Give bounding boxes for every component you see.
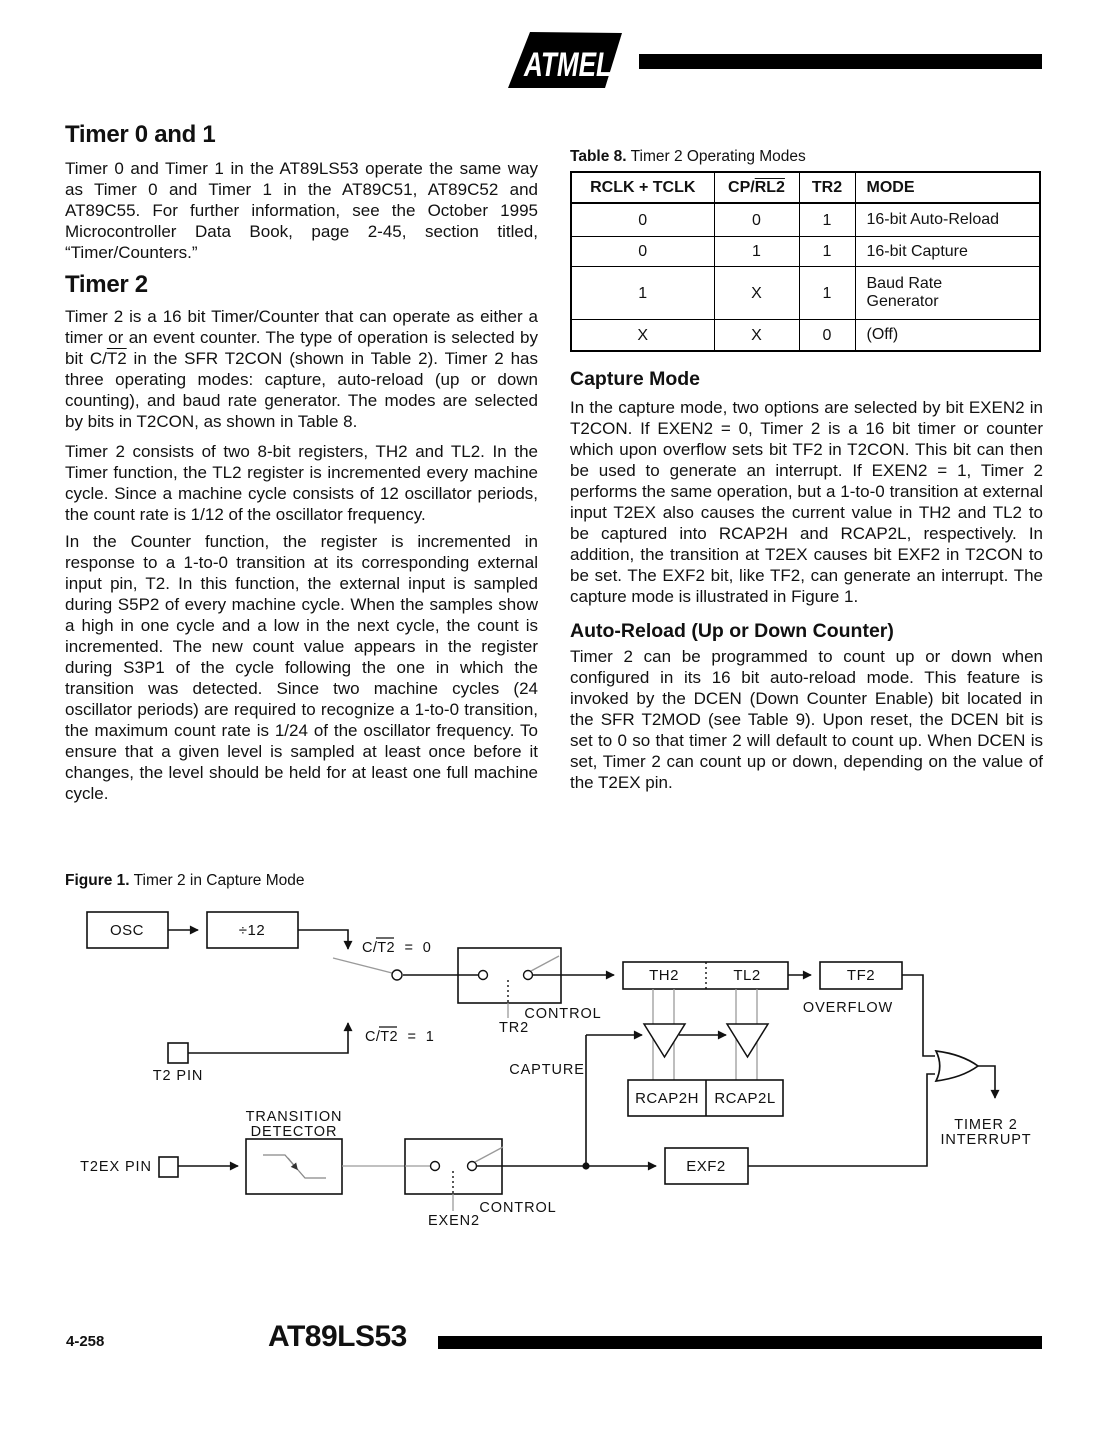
table8-caption [570, 148, 1043, 165]
cell-tr2: 1 [799, 267, 855, 320]
th2-tl2-register [623, 962, 788, 989]
table-row [571, 267, 1040, 320]
ct2-switch-contact [392, 970, 402, 980]
cell-mode-line2: Generator [866, 293, 939, 310]
transition-detector-label-line1: TRANSITION [245, 1109, 343, 1125]
cell-mode: (Off) [855, 320, 1040, 352]
part-number: AT89LS53 [268, 1320, 407, 1353]
ct2-equals-1-label: C/T2 = 1 [365, 1029, 435, 1045]
cell-cprl2: X [714, 267, 799, 320]
exen2-label: EXEN2 [427, 1213, 481, 1229]
figure1-caption-label: Figure 1. [65, 872, 130, 889]
overflow-label: OVERFLOW [802, 1000, 894, 1016]
t2-pin-wire [188, 1023, 348, 1053]
divide-by-12-label: ÷12 [238, 922, 266, 939]
col-header-rclk-tclk: RCLK + TCLK [571, 172, 714, 203]
paragraph-timer2-part-b: in the SFR T2CON (shown in Table 2). Timer 2 has three operating modes: capture, auto-reload (up or down counting), and baud rate generator. The modes are selected by bits in T2CON, as shown in Table 8. [65, 349, 538, 431]
or-gate-output-arrow [978, 1066, 995, 1098]
heading-timer-2: Timer 2 [65, 271, 148, 298]
timer2-operating-modes-table [570, 171, 1041, 352]
paragraph-auto-reload: Timer 2 can be programmed to count up or down when configured in its 16 bit auto-reload mode. This feature is invoked by the DCEN (Down Counter Enable) bit located in the SFR T2MOD (see Table 9). Upon reset, the DCEN bit is set to 0 so that timer 2 will default to count up. When DCEN is set, Timer 2 can count up or down, depending on the value of the T2EX pin. [570, 647, 1043, 792]
cell-cprl2: 0 [714, 203, 799, 237]
transition-detector-box [246, 1139, 342, 1194]
heading-auto-reload: Auto-Reload (Up or Down Counter) [570, 620, 894, 642]
cell-tr2: 1 [799, 203, 855, 237]
cell-tr2: 0 [799, 320, 855, 352]
tf2-label: TF2 [846, 967, 876, 984]
cell-mode: 16-bit Capture [855, 237, 1040, 267]
table-header-row [571, 172, 1040, 203]
table8-caption-title: Timer 2 Operating Modes [626, 148, 806, 165]
ct2-equals-0-label: C/T2 = 0 [362, 940, 432, 956]
page-number: 4-258 [66, 1333, 105, 1350]
tl2-label: TL2 [733, 967, 761, 984]
cell-mode-line1: Baud Rate [866, 275, 943, 292]
col-header-cp-rl2 [714, 172, 799, 203]
rl2-overlined: RL2 [754, 179, 785, 196]
right-column [570, 148, 1043, 802]
rcap2h-label: RCAP2H [635, 1090, 699, 1107]
heading-capture-mode: Capture Mode [570, 368, 701, 390]
table-row [571, 320, 1040, 352]
paragraph-timer2-modes [65, 306, 538, 432]
heading-timer-0-and-1: Timer 0 and 1 [65, 121, 216, 148]
cell-rclk: X [571, 320, 714, 352]
cell-mode: 16-bit Auto-Reload [855, 203, 1040, 237]
t2-pin-label: T2 PIN [152, 1068, 204, 1084]
table-row [571, 237, 1040, 267]
tl2-capture-latch-triangle [727, 1024, 768, 1057]
tf2-to-or-gate-wire [902, 975, 935, 1056]
cell-rclk: 1 [571, 267, 714, 320]
paragraph-timer01: Timer 0 and Timer 1 in the AT89LS53 operate the same way as Timer 0 and Timer 1 in the AT89C51, AT89C52 and AT89C55. For further information, see the October 1995 Microcontroller Data Book, page 2-45, section titled, “Timer/Counters.” [65, 159, 538, 262]
tr2-switch-right-contact [524, 971, 533, 980]
exen2-switch-left-contact [431, 1162, 440, 1171]
col-header-mode: MODE [855, 172, 1040, 203]
timer2-interrupt-label-line1: TIMER 2 [954, 1117, 1018, 1133]
left-column [65, 122, 538, 813]
table-row [571, 203, 1040, 237]
header-rule-bar [639, 54, 1042, 69]
paragraph-capture-mode: In the capture mode, two options are selected by bit EXEN2 in T2CON. If EXEN2 = 0, Timer 2 is a 16 bit timer or counter which upon overflow sets bit TF2 in T2CON. This bit can then be used to generate an interrupt. If EXEN2 = 1, Timer 2 performs the same operation, but a 1-to-0 transition at external input T2EX also causes the current value in TH2 and TL2 to be captured into RCAP2H and RCAP2L, respectively. In addition, the transition at T2EX causes bit EXF2 in T2CON to be set. The EXF2 bit, like TF2, can generate an interrupt. The capture mode is illustrated in Figure 1. [570, 398, 1043, 606]
ct2-switch-arm [333, 958, 392, 973]
footer-rule-bar [438, 1336, 1042, 1349]
t2ex-pin-label: T2EX PIN [80, 1159, 152, 1175]
transition-detector-label-line2: DETECTOR [250, 1124, 338, 1140]
th2-label: TH2 [649, 967, 679, 984]
atmel-logo-text: ATMEL [523, 46, 612, 84]
cp-prefix: CP/ [728, 179, 755, 196]
timer2-interrupt-label-line2: INTERRUPT [940, 1132, 1032, 1148]
t2ex-pin-pad [159, 1157, 178, 1177]
t2-pin-pad [168, 1043, 188, 1063]
tr2-switch-left-contact [479, 971, 488, 980]
control-top-label: CONTROL [524, 1006, 602, 1022]
exen2-switch-right-contact [468, 1162, 477, 1171]
th2-capture-latch-triangle [644, 1024, 685, 1057]
overline-t2: T2 [106, 349, 127, 368]
col-header-tr2: TR2 [799, 172, 855, 203]
paragraph-timer2-part-a: Timer 2 is a 16 bit Timer/Counter that can operate as either a timer or an event counter. The type of operation is selected by bit C/ [65, 307, 538, 368]
cell-mode [855, 267, 1040, 320]
rcap2l-label: RCAP2L [714, 1090, 776, 1107]
figure1-caption-title: Timer 2 in Capture Mode [129, 872, 305, 889]
control-bottom-label: CONTROL [479, 1200, 557, 1216]
table8-caption-label: Table 8. [570, 148, 627, 165]
capture-label: CAPTURE [509, 1062, 585, 1078]
junction-dot [582, 1162, 589, 1169]
paragraph-timer2-registers: Timer 2 consists of two 8-bit registers, TH2 and TL2. In the Timer function, the TL2 register is incremented every machine cycle. Since a machine cycle consists of 12 oscillator periods, the count rate is 1/12 of the oscillator frequency. [65, 442, 538, 524]
figure1-caption [65, 872, 305, 890]
paragraph-counter-function: In the Counter function, the register is incremented in response to a 1-to-0 transition at its corresponding external input pin, T2. In this function, the external input is sampled during S5P2 of every machine cycle. When the samples show a high in one cycle and a low in the next cycle, the count is incremented. The new count value appears in the register during S3P1 of the cycle following the one in which the transition was detected. Since two machine cycles (24 oscillator periods) are required to recognize a 1-to-0 transition, the maximum count rate is 1/24 of the oscillator frequency. To ensure that a given level is sampled at least once before it changes, the level should be held for at least one full machine cycle. [65, 532, 538, 803]
cell-tr2: 1 [799, 237, 855, 267]
or-gate [936, 1051, 978, 1081]
cell-cprl2: X [714, 320, 799, 352]
div12-to-switch-wire [298, 930, 348, 949]
atmel-logo [508, 31, 628, 91]
tr2-label: TR2 [498, 1020, 530, 1036]
osc-label: OSC [109, 922, 145, 939]
cell-rclk: 0 [571, 203, 714, 237]
cell-cprl2: 1 [714, 237, 799, 267]
timer2-capture-mode-diagram [0, 900, 1105, 1245]
exf2-label: EXF2 [686, 1158, 726, 1175]
cell-rclk: 0 [571, 237, 714, 267]
